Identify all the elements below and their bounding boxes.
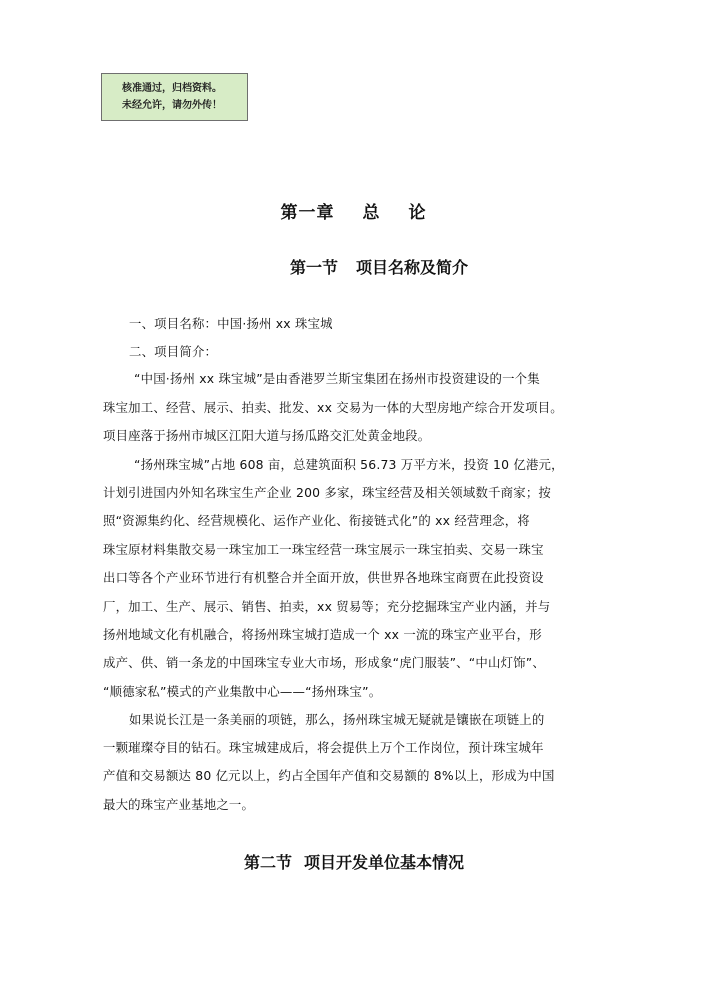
paragraph-line: “扬州珠宝城”占地 608 亩，总建筑面积 56.73 万平方米，投资 10 亿港元， [134, 457, 564, 472]
chapter-title [0, 198, 703, 223]
paragraph-line: 计划引进国内外知名珠宝生产企业 200 多家，珠宝经营及相关领域数千商家；按 [103, 485, 552, 500]
paragraph-line: 照“资源集约化、经营规模化、运作产业化、衔接链式化”的 xx 经营理念，将 [103, 513, 530, 528]
chapter-number: 第一章 [280, 203, 335, 223]
paragraph-line: 珠宝原材料集散交易一珠宝加工一珠宝经营一珠宝展示一珠宝拍卖、交易一珠宝 [103, 542, 544, 557]
paragraph-line: 一颗璀璨夺目的钻石。珠宝城建成后，将会提供上万个工作岗位，预计珠宝城年 [103, 740, 544, 755]
section-1-heading [290, 255, 468, 278]
chapter-word-2: 论 [408, 203, 427, 223]
paragraph-line: 二、项目简介： [129, 344, 218, 359]
paragraph-line: 珠宝加工、经营、展示、拍卖、批发、xx 交易为一体的大型房地产综合开发项目。 [103, 400, 563, 415]
paragraph-line: “顺德家私”模式的产业集散中心——“扬州珠宝”。 [103, 684, 382, 699]
section-1-title: 项目名称及简介 [356, 258, 469, 277]
approval-stamp [101, 73, 248, 121]
stamp-line-1: 核准通过，归档资料。 [122, 83, 222, 94]
paragraph-line: 厂，加工、生产、展示、销售、拍卖，xx 贸易等；充分挖掘珠宝产业内涵，并与 [103, 599, 551, 614]
paragraph-line: 项目座落于扬州市城区江阳大道与扬瓜路交汇处黄金地段。 [103, 428, 431, 443]
section-2-number: 第二节 [244, 853, 293, 872]
paragraph-line: 出口等各个产业环节进行有机整合并全面开放，供世界各地珠宝商贾在此投资设 [103, 570, 544, 585]
paragraph-line: 如果说长江是一条美丽的项链，那么，扬州珠宝城无疑就是镶嵌在项链上的 [129, 712, 545, 727]
paragraph-line: 成产、供、销一条龙的中国珠宝专业大市场，形成象“虎门服装”、“中山灯饰”、 [103, 655, 545, 670]
section-1-number: 第一节 [290, 258, 339, 277]
section-2-heading [244, 850, 464, 873]
section-2-title: 项目开发单位基本情况 [304, 853, 465, 872]
paragraph-line: 扬州地域文化有机融合，将扬州珠宝城打造成一个 xx 一流的珠宝产业平台，形 [103, 627, 542, 642]
paragraph-line: 一、项目名称：中国·扬州 xx 珠宝城 [129, 316, 333, 331]
chapter-word-1: 总 [362, 203, 381, 223]
stamp-line-2: 未经允许，请勿外传！ [122, 100, 222, 111]
paragraph-line: “中国·扬州 xx 珠宝城”是由香港罗兰斯宝集团在扬州市投资建设的一个集 [134, 371, 540, 386]
paragraph-line: 最大的珠宝产业基地之一。 [103, 797, 255, 812]
paragraph-line: 产值和交易额达 80 亿元以上，约占全国年产值和交易额的 8%以上，形成为中国 [103, 768, 555, 783]
